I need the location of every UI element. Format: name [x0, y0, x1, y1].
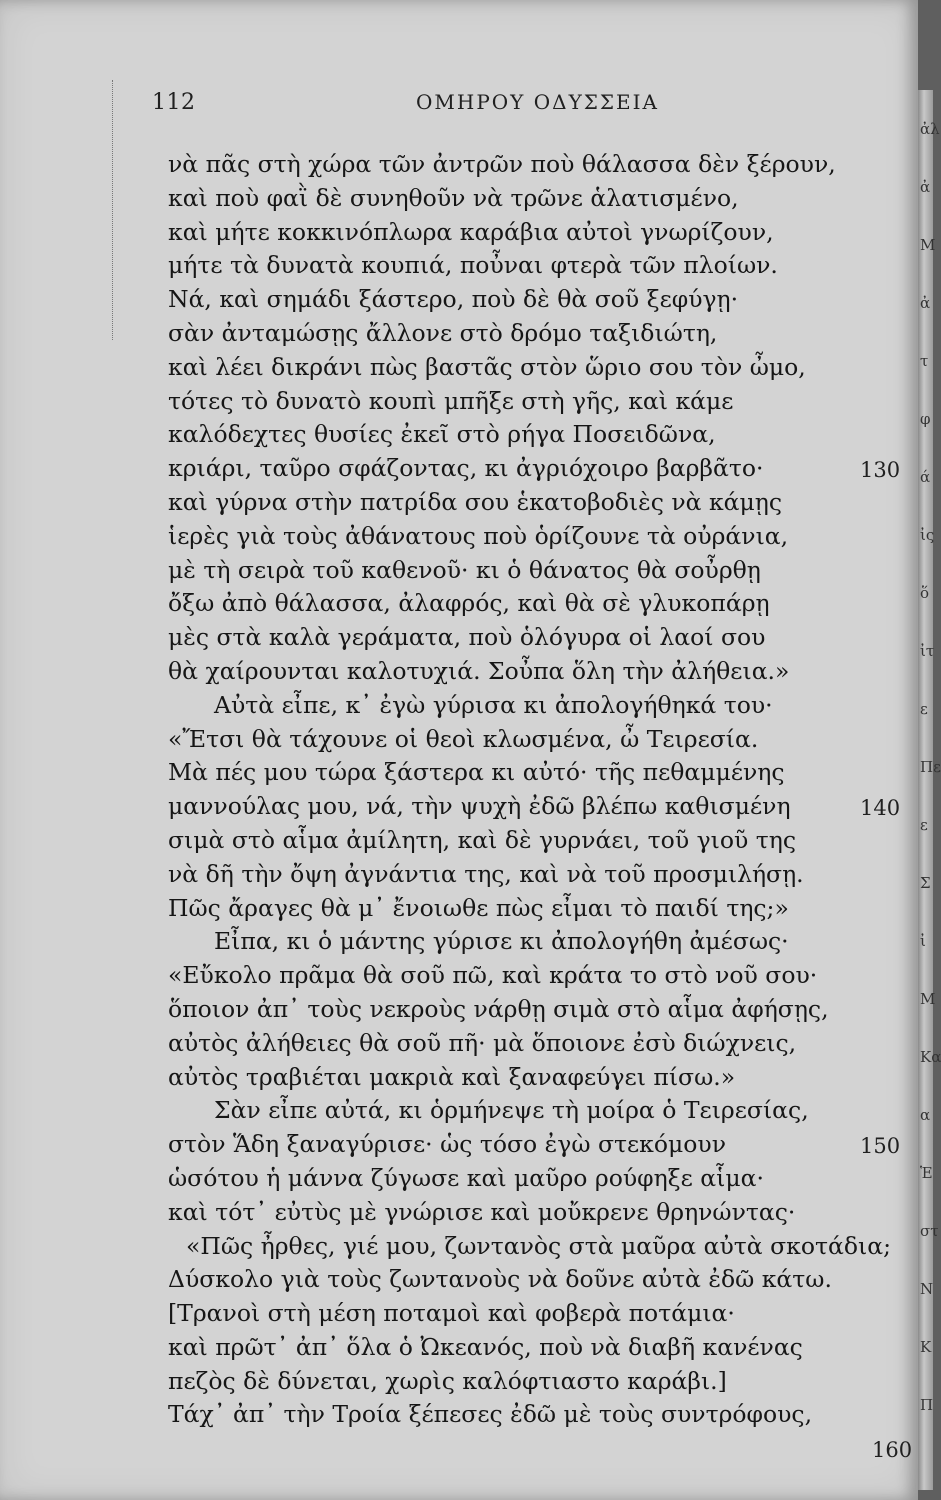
line-number: 130: [860, 458, 901, 483]
verse-line: νὰ πᾶς στὴ χώρα τῶν ἀντρῶν ποὺ θάλασσα δὲν ξέρουν,: [168, 150, 836, 178]
edge-fragment: α: [920, 1106, 931, 1124]
verse-line: ὄξω ἀπὸ θάλασσα, ἀλαφρός, καὶ θὰ σὲ γλυκοπάρῃ: [168, 589, 770, 618]
verse-line: Δύσκολο γιὰ τοὺς ζωντανοὺς νὰ δοῦνε αὐτὰ ἐδῶ κάτω.: [168, 1265, 832, 1294]
edge-fragment: Μ: [920, 236, 936, 254]
edge-fragment: Ν: [920, 1280, 934, 1298]
verse-line: πεζὸς δὲ δύνεται, χωρὶς καλόφτιαστο καράβι.]: [168, 1366, 727, 1395]
verse-line: Νά, καὶ σημάδι ξάστερο, ποὺ δὲ θὰ σοῦ ξεφύγῃ·: [168, 285, 739, 314]
verse-line: Πῶς ἄραγες θὰ μ᾽ ἔνοιωθε πὼς εἶμαι τὸ παιδί της;»: [168, 893, 789, 922]
edge-fragment: Ἑ: [920, 1164, 933, 1182]
verse-line: σὰν ἀνταμώσῃς ἄλλονε στὸ δρόμο ταξιδιώτη,: [168, 318, 718, 347]
verse-line: ἱερὲς γιὰ τοὺς ἀθάνατους ποὺ ὁρίζουνε τὰ οὐράνια,: [168, 521, 789, 550]
edge-fragment: ἀ: [920, 294, 931, 312]
line-number: 160: [872, 1438, 913, 1463]
edge-fragment: ἰτ: [920, 642, 935, 660]
verse-line: ὅποιον ἀπ᾽ τοὺς νεκροὺς νάρθῃ σιμὰ στὸ αἷμα ἀφήσῃς,: [168, 994, 829, 1023]
verse-line: καὶ μήτε κοκκινόπλωρα καράβια αὐτοὶ γνωρίζουν,: [168, 217, 774, 246]
verse-line: Σὰν εἶπε αὐτά, κι ὁρμήνεψε τὴ μοίρα ὁ Τειρεσίας,: [214, 1096, 809, 1125]
verse-line: τότες τὸ δυνατὸ κουπὶ μπῆξε στὴ γῆς, καὶ κάμε: [168, 386, 734, 415]
verse-line: κριάρι, ταῦρο σφάζοντας, κι ἀγριόχοιρο βαρβᾶτο·: [168, 454, 764, 483]
verse-line: καὶ λέει δικράνι πὼς βαστᾶς στὸν ὥριο σου τὸν ὦμο,: [168, 352, 806, 381]
verse-line: μαννούλας μου, νά, τὴν ψυχὴ ἐδῶ βλέπω καθισμένη: [168, 792, 791, 821]
verse-line: καὶ γύρνα στὴν πατρίδα σου ἑκατοβοδιὲς νὰ κάμῃς: [168, 487, 783, 516]
edge-fragment: φ: [920, 410, 931, 428]
verse-line: Τάχ᾽ ἀπ᾽ τὴν Τροία ξέπεσες ἐδῶ μὲ τοὺς συντρόφους,: [168, 1400, 813, 1429]
edge-fragment: Πε: [920, 758, 941, 776]
verse-line: «Ἔτσι θὰ τάχουνε οἱ θεοὶ κλωσμένα, ὦ Τειρεσία.: [168, 724, 759, 753]
verse-line: καὶ τότ᾽ εὐτὺς μὲ γνώρισε καὶ μοὔκρενε θρηνώντας·: [168, 1197, 796, 1226]
line-number: 150: [860, 1134, 901, 1159]
edge-fragment: Σ: [920, 874, 931, 892]
verse-line: μὲ τὴ σειρὰ τοῦ καθενοῦ· κι ὁ θάνατος θὰ σοὖρθῃ: [168, 555, 761, 584]
edge-fragment: ὅ: [920, 584, 930, 602]
verse-line: Μὰ πές μου τώρα ξάστερα κι αὐτό· τῆς πεθαμμένης: [168, 758, 785, 787]
verse-line: αὐτὸς ἀλήθειες θὰ σοῦ πῆ· μὰ ὅποιονε ἐσὺ διώχνεις,: [168, 1028, 797, 1057]
edge-fragment: ε: [920, 700, 928, 718]
edge-fragment: ἀ: [920, 178, 931, 196]
edge-fragment: ἀλ: [920, 120, 940, 138]
verse-text: [168, 148, 931, 1432]
edge-fragment: ἰ: [920, 932, 926, 950]
verse-line: καὶ ποὺ φαῒ δὲ συνηθοῦν νὰ τρῶνε ἁλατισμένο,: [168, 183, 739, 212]
edge-fragment: ά: [920, 468, 931, 486]
verse-line: νὰ δῆ τὴν ὄψη ἀγνάντια της, καὶ νὰ τοῦ προσμιλήσῃ.: [168, 859, 804, 888]
page-number: 112: [152, 90, 196, 115]
edge-fragment: στ: [920, 1222, 939, 1240]
edge-fragment: ἰς: [920, 526, 935, 544]
running-title: ΟΜΗΡΟΥ ΟΔΥΣΣΕΙΑ: [416, 90, 659, 114]
verse-line: σιμὰ στὸ αἷμα ἀμίλητη, καὶ δὲ γυρνάει, τοῦ γιοῦ της: [168, 825, 796, 854]
edge-fragment: Μ: [920, 990, 936, 1008]
edge-fragment: Κα: [920, 1048, 941, 1066]
edge-fragment: τ: [920, 352, 929, 370]
page-header: [0, 90, 918, 126]
verse-line: καλόδεχτες θυσίες ἐκεῖ στὸ ρήγα Ποσειδῶνα,: [168, 420, 716, 449]
verse-line: καὶ πρῶτ᾽ ἀπ᾽ ὅλα ὁ Ὠκεανός, ποὺ νὰ διαβῆ κανένας: [168, 1332, 803, 1361]
line-number: 140: [860, 796, 901, 821]
adjacent-page-edge: [918, 90, 941, 1490]
verse-line: «Πῶς ἦρθες, γιέ μου, ζωντανὸς στὰ μαῦρα αὐτὰ σκοτάδια;: [186, 1231, 892, 1260]
verse-line: στὸν Ἅδη ξαναγύρισε· ὡς τόσο ἐγὼ στεκόμουν: [168, 1130, 726, 1159]
verse-line: «Εὔκολο πρᾶμα θὰ σοῦ πῶ, καὶ κράτα το στὸ νοῦ σου·: [168, 961, 818, 990]
edge-fragment: ε: [920, 816, 928, 834]
verse-line: Εἶπα, κι ὁ μάντης γύρισε κι ἀπολογήθη ἀμέσως·: [214, 927, 789, 956]
verse-line: μήτε τὰ δυνατὰ κουπιά, ποὖναι φτερὰ τῶν πλοίων.: [168, 251, 778, 280]
verse-line: θὰ χαίρουνται καλοτυχιά. Σοὖπα ὅλη τὴν ἀλήθεια.»: [168, 656, 790, 685]
verse-line: αὐτὸς τραβιέται μακριὰ καὶ ξαναφεύγει πίσω.»: [168, 1062, 736, 1091]
verse-line: ὡσότου ἡ μάννα ζύγωσε καὶ μαῦρο ρούφηξε αἷμα·: [168, 1163, 764, 1192]
verse-line: Αὐτὰ εἶπε, κ᾽ ἐγὼ γύρισα κι ἀπολογήθηκά του·: [214, 690, 773, 719]
verse-line: μὲς στὰ καλὰ γεράματα, ποὺ ὁλόγυρα οἱ λαοί σου: [168, 623, 766, 652]
verse-line: [Τρανοὶ στὴ μέση ποταμοὶ καὶ φοβερὰ ποτάμια·: [168, 1299, 735, 1328]
edge-fragment: Π: [920, 1396, 934, 1414]
edge-fragment: Κ: [920, 1338, 932, 1356]
